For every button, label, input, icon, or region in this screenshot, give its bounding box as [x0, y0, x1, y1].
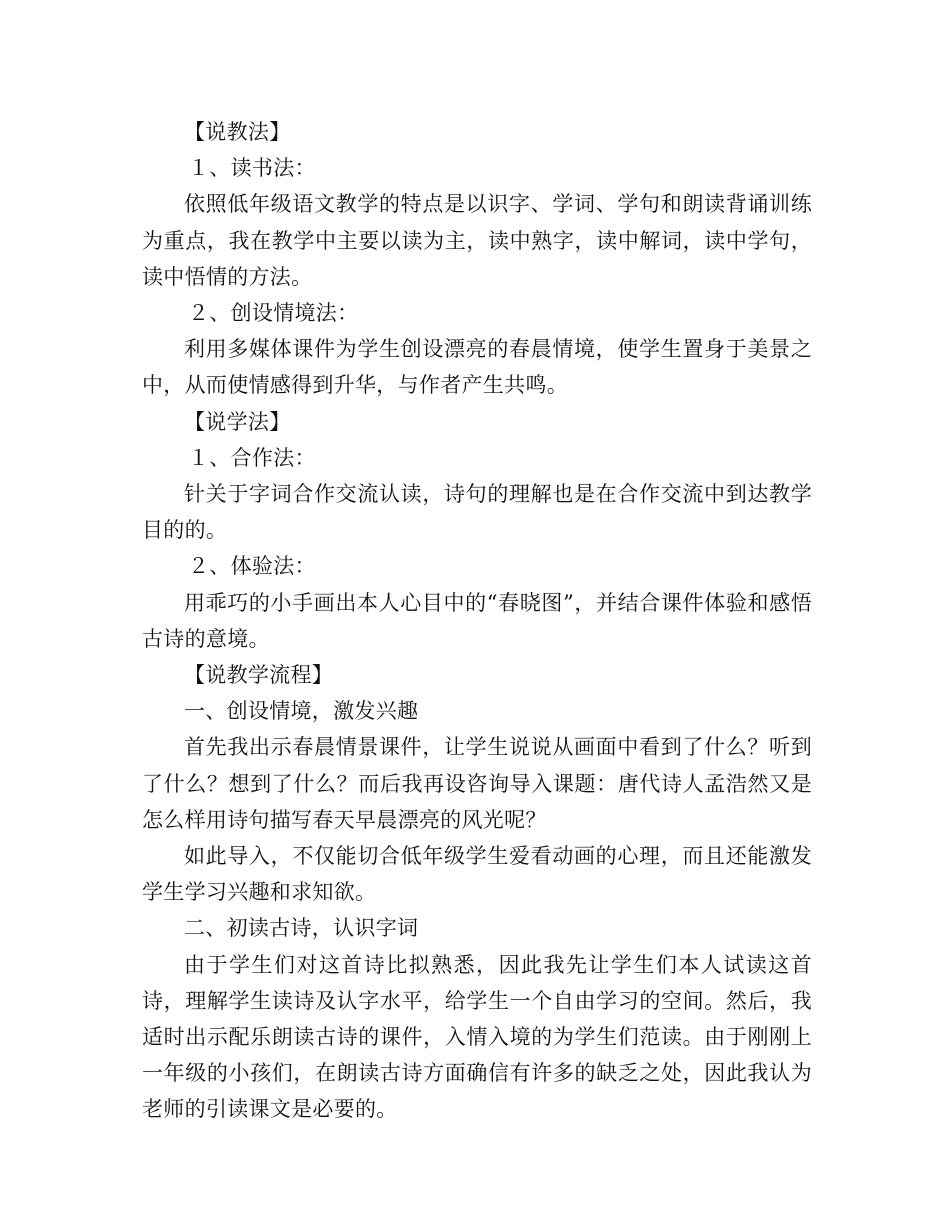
section-heading-teaching-method: 【说教法】	[184, 120, 291, 144]
section-heading-process: 【说教学流程】	[184, 662, 334, 687]
learning-2-paragraph: 用乖巧的小手画出本人心目中的“春晓图”，并结合课件体验和感悟古诗的意境。	[142, 590, 812, 651]
learning-1-paragraph: 针关于字词合作交流认读，诗句的理解也是在合作交流中到达教学目的的。	[142, 481, 812, 543]
process-2-title: 二、初读古诗，认识字词	[184, 916, 419, 941]
method-2-title: ２、创设情境法：	[188, 300, 359, 325]
process-1-title: 一、创设情境，激发兴趣	[184, 699, 419, 724]
section-heading-learning-method: 【说学法】	[184, 409, 291, 434]
method-2-paragraph: 利用多媒体课件为学生创设漂亮的春晨情境，使学生置身于美景之中，从而使情感得到升华，与作者产生共鸣。	[142, 337, 812, 398]
document-page	[142, 114, 812, 1128]
process-1-paragraph-b: 如此导入，不仅能切合低年级学生爱看动画的心理，而且还能激发学生学习兴趣和求知欲。	[142, 843, 812, 905]
method-1-paragraph: 依照低年级语文教学的特点是以识字、学词、学句和朗读背诵训练为重点，我在教学中主要以读为主，读中熟字，读中解词，读中学句，读中悟情的方法。	[142, 192, 812, 289]
learning-1-title: １、合作法：	[188, 445, 316, 470]
process-2-paragraph: 由于学生们对这首诗比拟熟悉，因此我先让学生们本人试读这首诗，理解学生读诗及认字水平，给学生一个自由学习的空间。然后，我适时出示配乐朗读古诗的课件，入情入境的为学生们范读。由于刚刚上一年级的小孩们，在朗读古诗方面确信有许多的缺乏之处，因此我认为老师的引读课文是必要的。	[142, 952, 812, 1122]
process-1-paragraph-a: 首先我出示春晨情景课件，让学生说说从画面中看到了什么？听到了什么？想到了什么？而后我再设咨询导入课题：唐代诗人孟浩然又是怎么样用诗句描写春天早晨漂亮的风光呢？	[142, 735, 812, 832]
method-1-title: １、读书法：	[188, 156, 316, 181]
learning-2-title: ２、体验法：	[188, 554, 316, 579]
